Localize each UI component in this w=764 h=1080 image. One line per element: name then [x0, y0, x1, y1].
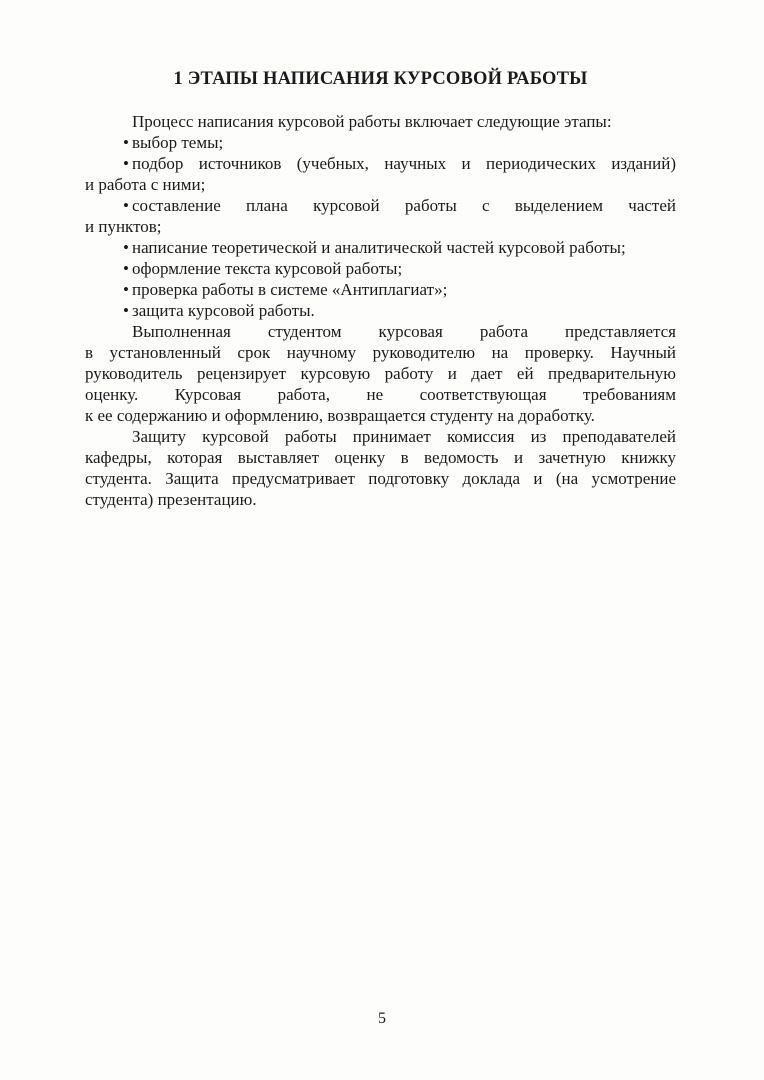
text-line	[85, 174, 676, 195]
text-line	[85, 489, 676, 510]
bullet-icon: •	[123, 196, 129, 215]
line-text: Процесс написания курсовой работы включает следующие этапы:	[132, 112, 612, 131]
bullet-icon: •	[123, 238, 129, 257]
line-text: студента. Защита предусматривает подготовку доклада и (на усмотрение	[85, 469, 676, 488]
text-line	[85, 153, 676, 174]
line-text: составление плана курсовой работы с выделением частей	[132, 196, 676, 215]
line-text: написание теоретической и аналитической частей курсовой работы;	[132, 238, 626, 257]
line-text: и работа с ними;	[85, 175, 206, 194]
bullet-icon: •	[123, 280, 129, 299]
text-line	[85, 132, 676, 153]
line-text: кафедры, которая выставляет оценку в ведомость и зачетную книжку	[85, 448, 676, 467]
bullet-item	[85, 300, 676, 321]
bullet-item	[85, 153, 676, 195]
text-line	[85, 468, 676, 489]
text-line	[85, 426, 676, 447]
text-line	[85, 237, 676, 258]
bullet-item	[85, 195, 676, 237]
text-line	[85, 279, 676, 300]
bullet-icon: •	[123, 154, 129, 173]
text-line	[85, 300, 676, 321]
document-body	[85, 111, 676, 510]
paragraph	[85, 321, 676, 426]
text-line	[85, 111, 676, 132]
text-line	[85, 195, 676, 216]
line-text: оформление текста курсовой работы;	[132, 259, 403, 278]
text-line	[85, 321, 676, 342]
line-text: выбор темы;	[132, 133, 224, 152]
line-text: студента) презентацию.	[85, 490, 257, 509]
bullet-icon: •	[123, 133, 129, 152]
line-text: руководитель рецензирует курсовую работу и дает ей предварительную	[85, 364, 676, 383]
bullet-item	[85, 279, 676, 300]
bullet-icon: •	[123, 301, 129, 320]
bullet-item	[85, 132, 676, 153]
section-heading: 1 ЭТАПЫ НАПИСАНИЯ КУРСОВОЙ РАБОТЫ	[173, 69, 588, 89]
line-text: подбор источников (учебных, научных и периодических изданий)	[132, 154, 676, 173]
line-text: защита курсовой работы.	[132, 301, 315, 320]
line-text: и пунктов;	[85, 217, 162, 236]
bullet-item	[85, 237, 676, 258]
line-text: Защиту курсовой работы принимает комиссия из преподавателей	[132, 427, 676, 446]
bullet-icon: •	[123, 259, 129, 278]
paragraph	[85, 111, 676, 132]
line-text: проверка работы в системе «Антиплагиат»;	[132, 280, 448, 299]
text-line	[85, 342, 676, 363]
text-line	[85, 447, 676, 468]
text-line	[85, 216, 676, 237]
line-text: оценку. Курсовая работа, не соответствующая требованиям	[85, 385, 676, 404]
page-number: 5	[378, 1010, 386, 1027]
paragraph	[85, 426, 676, 510]
text-line	[85, 384, 676, 405]
text-line	[85, 258, 676, 279]
document-content	[85, 66, 676, 510]
line-text: в установленный срок научному руководителю на проверку. Научный	[85, 343, 676, 362]
bullet-item	[85, 258, 676, 279]
text-line	[85, 405, 676, 426]
line-text: к ее содержанию и оформлению, возвращается студенту на доработку.	[85, 406, 595, 425]
line-text: Выполненная студентом курсовая работа представляется	[132, 322, 676, 341]
text-line	[85, 363, 676, 384]
